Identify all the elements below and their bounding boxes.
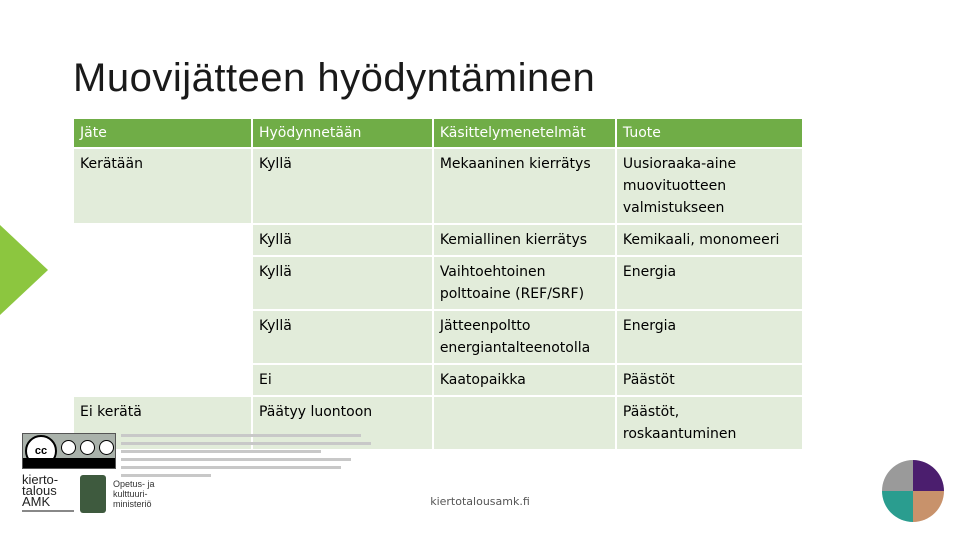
table-cell: Energia bbox=[617, 257, 804, 311]
creative-commons-badge bbox=[22, 433, 116, 469]
table-cell: Kyllä bbox=[253, 149, 434, 225]
table-cell: Kerätään bbox=[74, 149, 253, 225]
table-cell: Kemikaali, monomeeri bbox=[617, 225, 804, 257]
logo-subtext bbox=[22, 510, 74, 512]
table-cell: Päätyy luontoon bbox=[253, 397, 434, 451]
pie-slice bbox=[882, 491, 913, 522]
logo-line: AMK bbox=[22, 494, 51, 509]
table-cell bbox=[434, 397, 617, 451]
table-cell bbox=[74, 365, 253, 397]
pie-slice bbox=[913, 460, 944, 491]
header-jate: Jäte bbox=[74, 119, 253, 149]
table-cell: Energia bbox=[617, 311, 804, 365]
table-cell: Vaihtoehtoinen polttoaine (REF/SRF) bbox=[434, 257, 617, 311]
ministry-line: ministeriö bbox=[113, 499, 152, 509]
header-hyodynnetaan: Hyödynnetään bbox=[253, 119, 434, 149]
table-cell: Kyllä bbox=[253, 311, 434, 365]
table-cell: Ei bbox=[253, 365, 434, 397]
table-row bbox=[74, 149, 804, 225]
sa-icon bbox=[99, 440, 114, 455]
license-fine-print bbox=[121, 434, 381, 482]
decorative-arrow bbox=[0, 225, 48, 315]
table-cell: Kyllä bbox=[253, 257, 434, 311]
table-cell: Päästöt bbox=[617, 365, 804, 397]
table-cell: Kemiallinen kierrätys bbox=[434, 225, 617, 257]
ministry-line: kulttuuri- bbox=[113, 489, 148, 499]
table-cell bbox=[74, 257, 253, 311]
decorative-pie-icon bbox=[882, 460, 944, 522]
table-cell: Jätteenpoltto energiantalteenotolla bbox=[434, 311, 617, 365]
pie-slice bbox=[882, 460, 913, 491]
table-cell: Uusioraaka-aine muovituotteen valmistukseen bbox=[617, 149, 804, 225]
table-cell bbox=[74, 225, 253, 257]
header-tuote: Tuote bbox=[617, 119, 804, 149]
table-header-row bbox=[74, 119, 804, 149]
table-cell: Ei kerätä bbox=[74, 397, 253, 451]
table-row bbox=[74, 257, 804, 311]
pie-slice bbox=[913, 491, 944, 522]
header-kasittely: Käsittelymenetelmät bbox=[434, 119, 617, 149]
logo-line: kierto- bbox=[22, 472, 59, 487]
ministry-line: Opetus- ja bbox=[113, 479, 155, 489]
slide-title: Muovijätteen hyödyntäminen bbox=[73, 56, 596, 100]
waste-table bbox=[74, 119, 804, 451]
table-row bbox=[74, 311, 804, 365]
table-cell: Mekaaninen kierrätys bbox=[434, 149, 617, 225]
by-icon bbox=[61, 440, 76, 455]
table-row bbox=[74, 365, 804, 397]
table-row bbox=[74, 225, 804, 257]
license-bar bbox=[23, 458, 115, 468]
table-cell bbox=[74, 311, 253, 365]
cc-icon: cc bbox=[25, 435, 57, 467]
logo-line: talous bbox=[22, 483, 57, 498]
footer-url: kiertotalousamk.fi bbox=[430, 495, 530, 508]
table-cell: Kaatopaikka bbox=[434, 365, 617, 397]
nc-icon bbox=[80, 440, 95, 455]
table-cell: Päästöt, roskaantuminen bbox=[617, 397, 804, 451]
table-cell: Kyllä bbox=[253, 225, 434, 257]
